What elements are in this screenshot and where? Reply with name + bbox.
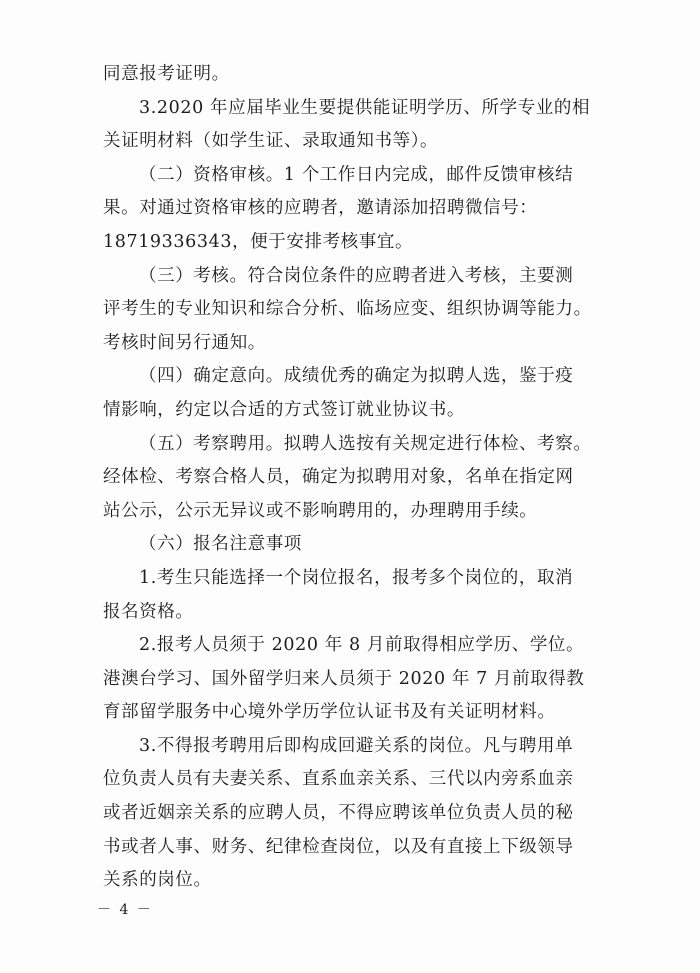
- text-line: 报名资格。: [103, 601, 194, 622]
- section-heading: （六）报名注意事项: [139, 534, 302, 555]
- text-line: 关证明材料（如学生证、录取通知书等）。: [103, 131, 439, 152]
- text-line: 同意报考证明。: [103, 64, 230, 84]
- text-line: 果。对通过资格审核的应聘者，邀请添加招聘微信号：: [103, 198, 538, 219]
- text-line: 情影响，约定以合适的方式签订就业协议书。: [103, 399, 465, 420]
- text-line: 书或者人事、财务、纪律检查岗位，以及有直接上下级领导: [103, 836, 574, 857]
- page-number: － 4 －: [97, 902, 153, 918]
- text-line: 或者近姻亲关系的应聘人员，不得应聘该单位负责人员的秘: [103, 803, 574, 824]
- text-line: 育部留学服务中心境外学历学位认证书及有关证明材料。: [103, 702, 556, 723]
- text-line: 评考生的专业知识和综合分析、临场应变、组织协调等能力。: [103, 299, 592, 320]
- text-line: 1.考生只能选择一个岗位报名，报考多个岗位的，取消: [139, 567, 574, 588]
- text-line: （三）考核。符合岗位条件的应聘者进入考核，主要测: [139, 265, 574, 286]
- text-line: 3.不得报考聘用后即构成回避关系的岗位。凡与聘用单: [139, 735, 574, 756]
- text-line: 2.报考人员须于 2020 年 8 月前取得相应学历、学位。: [139, 635, 585, 656]
- text-line: 站公示，公示无异议或不影响聘用的，办理聘用手续。: [103, 500, 538, 521]
- text-line: （五）考察聘用。拟聘人选按有关规定进行体检、考察。: [139, 433, 592, 454]
- text-line: 关系的岗位。: [103, 870, 212, 891]
- text-line: （二）资格审核。1 个工作日内完成，邮件反馈审核结: [139, 164, 574, 185]
- text-line: 考核时间另行通知。: [103, 332, 266, 353]
- text-line: 港澳台学习、国外留学归来人员须于 2020 年 7 月前取得教: [103, 668, 585, 689]
- text-line: 经体检、考察合格人员，确定为拟聘用对象，名单在指定网: [103, 467, 574, 488]
- document-body: [103, 58, 603, 898]
- text-line: 18719336343，便于安排考核事宜。: [103, 231, 414, 252]
- text-line: 位负责人员有夫妻关系、直系血亲关系、三代以内旁系血亲: [103, 769, 574, 790]
- text-line: （四）确定意向。成绩优秀的确定为拟聘人选，鉴于疫: [139, 366, 574, 387]
- text-line: 3.2020 年应届毕业生要提供能证明学历、所学专业的相: [139, 97, 591, 118]
